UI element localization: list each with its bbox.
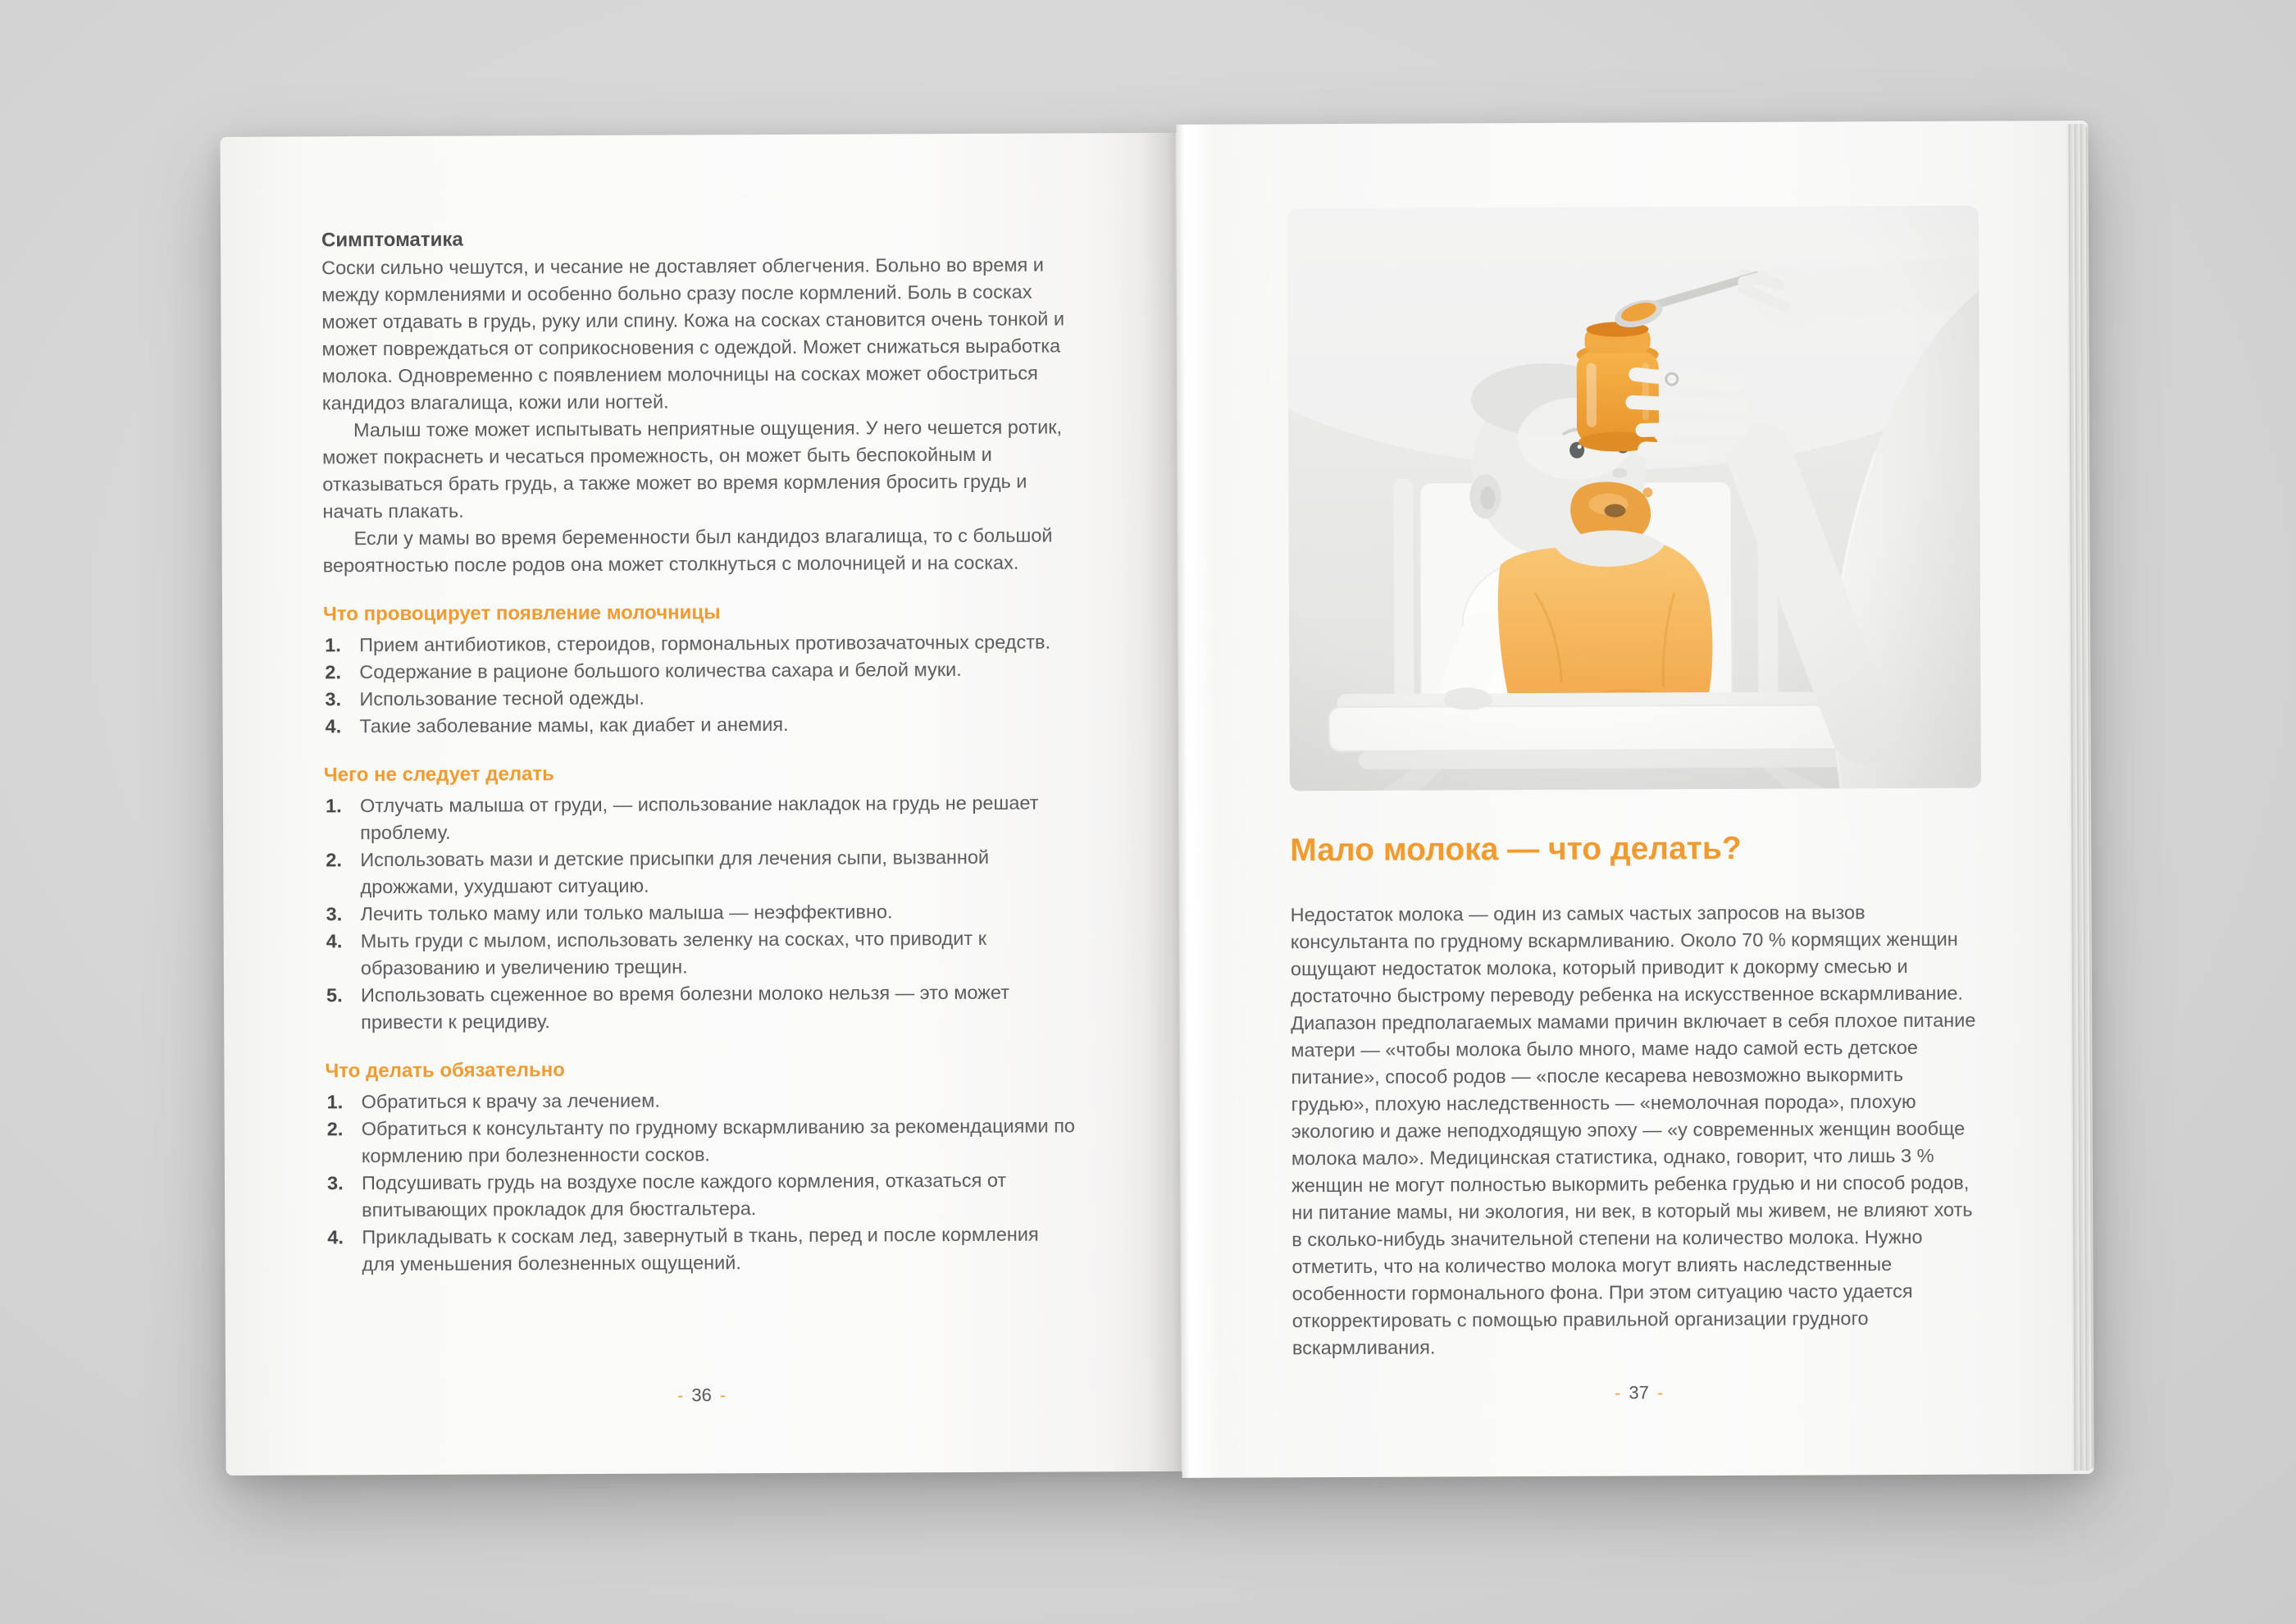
section-thrush-causes bbox=[323, 597, 1074, 740]
body-paragraph: Соски сильно чешутся, и чесание не доставляет облегчения. Больно во время и между кормлениями и особенно больно сразу после кормлений. Боль в сосках может отдавать в грудь, руку или спину. Кожа на сосках становится очень тонкой и может повреждаться от соприкосновения с одеждой. Может снижаться выработка молока. Одновременно с появлением молочницы на сосках может обостриться кандидоз влагалища, кожи или ногтей. bbox=[321, 253, 1065, 414]
page-left-content bbox=[321, 223, 1077, 1278]
section-what-not-to-do bbox=[324, 758, 1075, 1036]
section-what-to-do bbox=[325, 1054, 1076, 1278]
baby-feeding-photo bbox=[1287, 206, 1981, 791]
page-number-ornament: - bbox=[1656, 1382, 1664, 1403]
section-heading-symptoms: Симптоматика bbox=[321, 228, 463, 252]
section-title: Чего не следует делать bbox=[323, 763, 554, 787]
list-item: Отлучать малыша от груди, — использование накладок на грудь не решает проблему. bbox=[359, 791, 1039, 844]
numbered-list bbox=[324, 789, 1075, 1036]
list-item: Такие заболевание мамы, как диабет и анемия. bbox=[359, 713, 789, 737]
body-paragraph: Если у мамы во время беременности был кандидоз влагалища, то с большой вероятностью после родов она может столкнуться с молочницей и на сосках. bbox=[322, 524, 1053, 577]
list-item: Прием антибиотиков, стероидов, гормональных противозачаточных средств. bbox=[359, 631, 1051, 656]
page-number-ornament: - bbox=[1615, 1382, 1621, 1403]
page-number-value: 36 bbox=[691, 1385, 712, 1406]
page-right-content bbox=[1291, 899, 1985, 1362]
list-item: Обратиться к врачу за лечением. bbox=[361, 1089, 660, 1113]
book-spread bbox=[220, 121, 2093, 1482]
list-item: Содержание в рационе большого количества сахара и белой муки. bbox=[359, 659, 962, 683]
list-item: Подсушивать грудь на воздухе после каждого кормления, отказаться от впитывающих прокладок для бюстгальтера. bbox=[361, 1169, 1007, 1221]
body-paragraph: Малыш тоже может испытывать неприятные ощущения. У него чешется ротик, может покраснеть и чесаться промежность, он может быть беспокойным и отказываться брать грудь, а также может во время кормления бросить грудь и начать плакать. bbox=[322, 416, 1063, 522]
list-item: Прикладывать к соскам лед, завернутый в ткань, перед и после кормления для уменьшения болезненных ощущений. bbox=[362, 1223, 1039, 1275]
page-number-ornament: - bbox=[719, 1385, 727, 1406]
page-number-right bbox=[1292, 1381, 1985, 1406]
page-left bbox=[220, 133, 1182, 1476]
baby-feeding-illustration bbox=[1287, 206, 1981, 791]
page-number-left bbox=[326, 1383, 1077, 1407]
page-number-value: 37 bbox=[1629, 1382, 1649, 1403]
list-item: Лечить только маму или только малыша — неэффективно. bbox=[360, 901, 893, 925]
chapter-title: Мало молока — что делать? bbox=[1290, 830, 1742, 869]
body-paragraph: Недостаток молока — один из самых частых запросов на вызов консультанта по грудному вскармливанию. Около 70 % кормящих женщин ощущают недостаток молока, который приводит к докорму смесью и достаточно быстрому переводу ребенка на искусственное вскармливание. Диапазон предполагаемых мамами причин включает в себя плохое питание матери — «чтобы молока было много, маме надо самой есть детское питание», способ родов — «после кесарева невозможно выкормить грудью», плохую наследственность — «немолочная порода», плохую экологию и даже неподходящую эпоху — «у современных женщин вообще молока мало». Медицинская статистика, однако, говорит, что лишь 3 % женщин не могут полностью выкормить ребенка грудью и ни способ родов, ни питание мамы, ни экология, ни век, в который мы живем, не влияют хоть в сколько-нибудь значительной степени на количество молока. Нужно отметить, что на количество молока могут влиять наследственные особенности гормонального фона. При этом ситуацию часто удается откорректировать с помощью правильной организации грудного вскармливания. bbox=[1290, 901, 1976, 1359]
page-right bbox=[1176, 121, 2093, 1478]
section-title: Что делать обязательно bbox=[325, 1059, 565, 1083]
list-item: Использование тесной одежды. bbox=[359, 687, 645, 710]
list-item: Использовать сцеженное во время болезни молоко нельзя — это может привести к рецидиву. bbox=[360, 981, 1010, 1033]
list-item: Использовать мази и детские присыпки для лечения сыпи, вызванной дрожжами, ухудшают ситуацию. bbox=[360, 846, 990, 898]
numbered-list bbox=[326, 1085, 1077, 1278]
page-edge-stack bbox=[2066, 124, 2093, 1471]
section-title: Что провоцирует появление молочницы bbox=[322, 601, 721, 626]
list-item: Мыть груди с мылом, использовать зеленку на сосках, что приводит к образованию и увеличению трещин. bbox=[360, 927, 987, 979]
numbered-list bbox=[323, 628, 1074, 740]
list-item: Обратиться к консультанту по грудному вскармливанию за рекомендациями по кормлению при болезненности сосков. bbox=[361, 1115, 1076, 1167]
page-number-ornament: - bbox=[677, 1385, 684, 1406]
